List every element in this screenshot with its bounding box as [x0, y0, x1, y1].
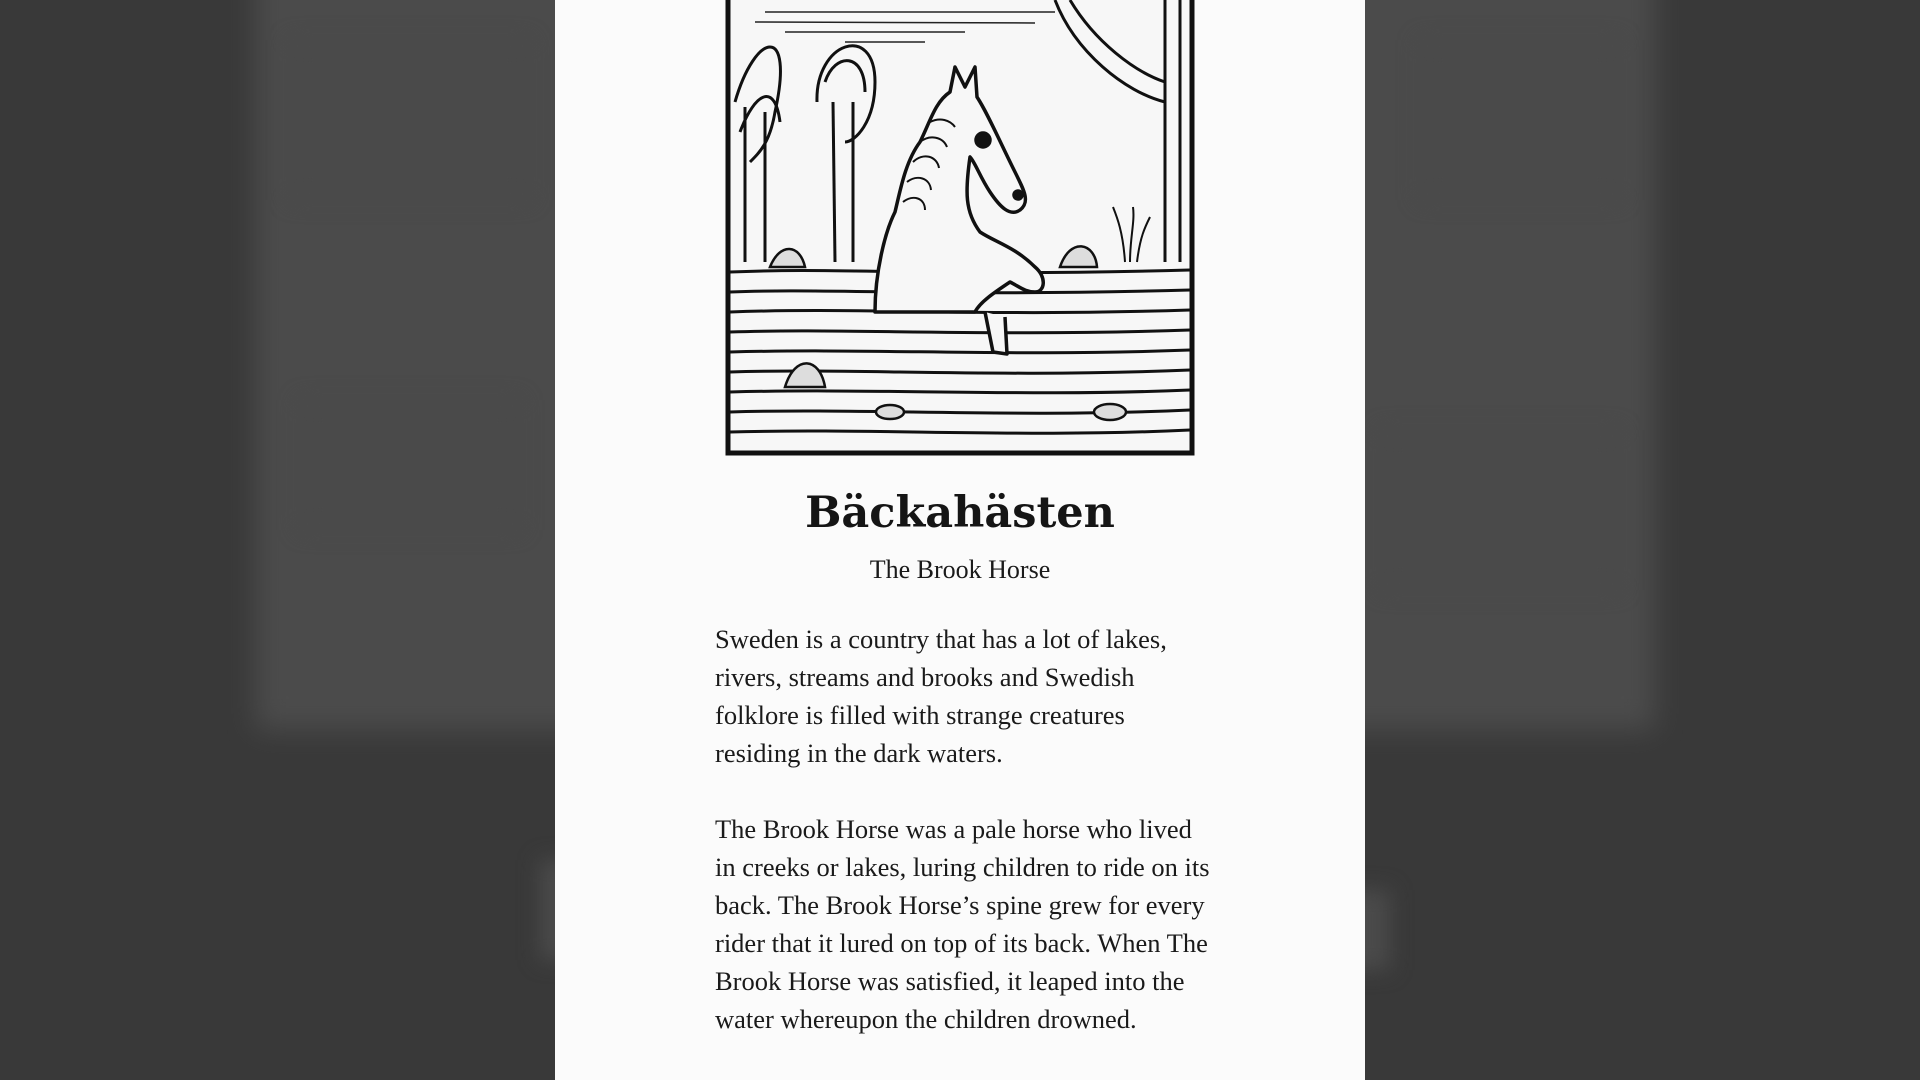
article-subtitle: The Brook Horse — [869, 555, 1051, 584]
brook-horse-woodcut-illustration — [725, 0, 1195, 456]
article-title: Bäckahästen — [805, 488, 1115, 538]
blurred-shape — [1380, 430, 1620, 590]
article-paragraph: The Brook Horse was a pale horse who lived in creeks or lakes, luring children to ride on its back. The Brook Horse’s spine grew for every rider that it lured on top of its back. When The Brook Horse was satisfied, it leaped into the water whereupon the children drowned. — [715, 814, 1210, 1034]
article-paragraph: Sweden is a country that has a lot of lakes, rivers, streams and brooks and Swedish folklore is filled with strange creatures residing in the dark waters. — [715, 624, 1167, 768]
blurred-shape — [290, 40, 530, 200]
blurred-shape — [300, 400, 520, 530]
blurred-shape — [1420, 40, 1620, 200]
article-page — [555, 0, 1365, 1080]
